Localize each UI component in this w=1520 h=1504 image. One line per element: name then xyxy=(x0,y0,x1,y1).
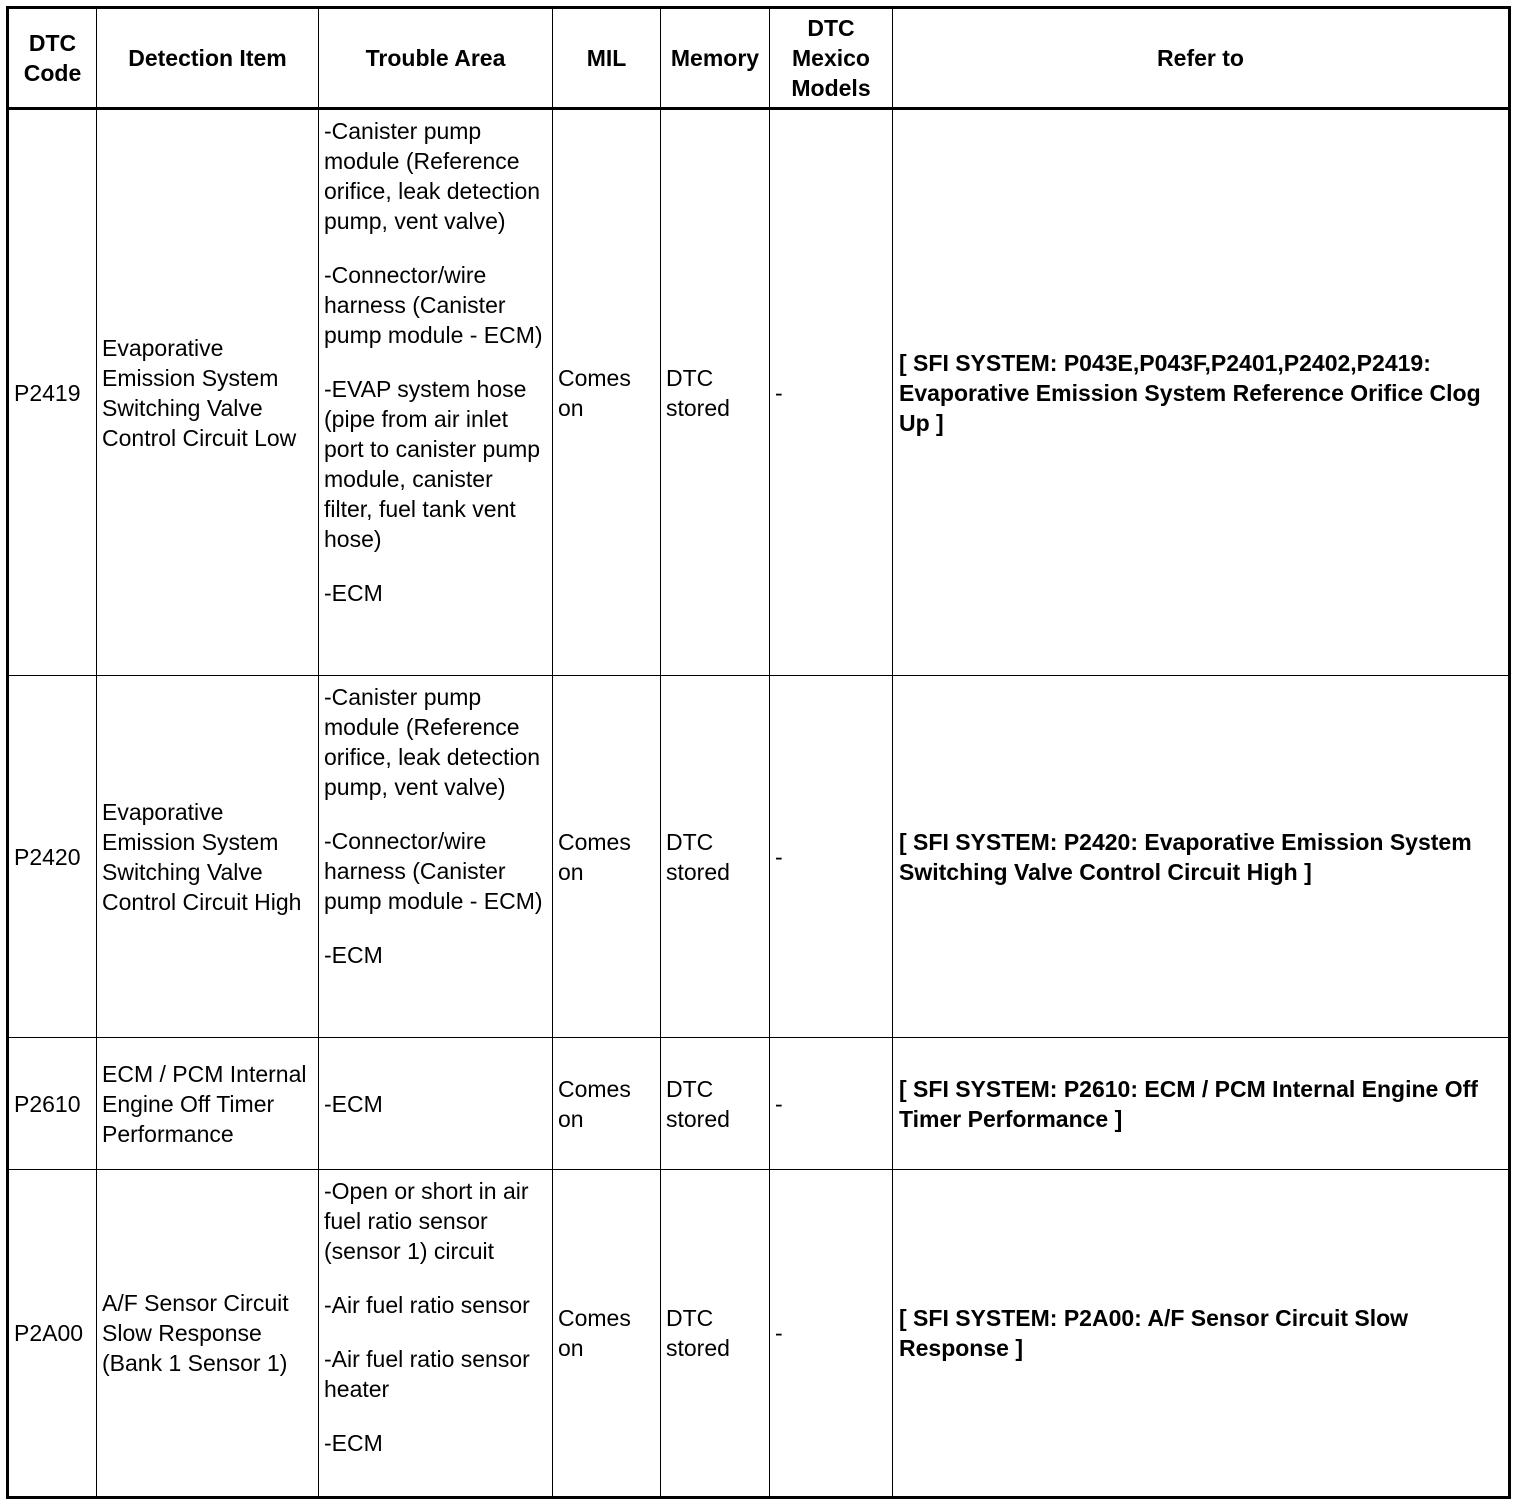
trouble-area-item: -Connector/wire harness (Canister pump module - ECM) xyxy=(324,262,543,348)
refer-to-link[interactable]: [ SFI SYSTEM: P2420: Evaporative Emission System Switching Valve Control Circuit High ] xyxy=(893,676,1510,1038)
mexico-models-cell: - xyxy=(770,1038,893,1170)
mexico-models-cell: - xyxy=(770,1170,893,1498)
trouble-area-item: -Air fuel ratio sensor xyxy=(324,1292,530,1318)
table-row xyxy=(8,676,1510,1038)
mexico-models-cell: - xyxy=(770,676,893,1038)
dtc-code-cell: P2610 xyxy=(8,1038,97,1170)
trouble-area-item: -Connector/wire harness (Canister pump module - ECM) xyxy=(324,828,543,914)
table-row xyxy=(8,109,1510,676)
trouble-area-item: -ECM xyxy=(324,1090,383,1117)
trouble-area-item: -ECM xyxy=(324,942,383,968)
mil-cell: Comes on xyxy=(553,1038,661,1170)
trouble-area-cell xyxy=(319,1038,553,1170)
trouble-area-item: -Canister pump module (Reference orifice, leak detection pump, vent valve) xyxy=(324,118,541,234)
mil-cell: Comes on xyxy=(553,1170,661,1498)
refer-to-link[interactable]: [ SFI SYSTEM: P043E,P043F,P2401,P2402,P2419: Evaporative Emission System Reference Orifice Clog Up ] xyxy=(893,109,1510,676)
refer-to-link[interactable]: [ SFI SYSTEM: P2A00: A/F Sensor Circuit Slow Response ] xyxy=(893,1170,1510,1498)
table-row xyxy=(8,1170,1510,1498)
header-refer-to: Refer to xyxy=(893,8,1510,109)
memory-cell: DTC stored xyxy=(661,1170,770,1498)
table-row xyxy=(8,1038,1510,1170)
header-memory: Memory xyxy=(661,8,770,109)
header-row xyxy=(8,8,1510,109)
dtc-code-cell: P2420 xyxy=(8,676,97,1038)
trouble-area-item: -ECM xyxy=(324,580,383,606)
memory-cell: DTC stored xyxy=(661,1038,770,1170)
mil-cell: Comes on xyxy=(553,109,661,676)
detection-item-cell: A/F Sensor Circuit Slow Response (Bank 1 Sensor 1) xyxy=(97,1170,319,1498)
detection-item-cell: Evaporative Emission System Switching Valve Control Circuit Low xyxy=(97,109,319,676)
memory-cell: DTC stored xyxy=(661,676,770,1038)
detection-item-cell: ECM / PCM Internal Engine Off Timer Performance xyxy=(97,1038,319,1170)
header-mil: MIL xyxy=(553,8,661,109)
header-dtc-mexico-models: DTC Mexico Models xyxy=(770,8,893,109)
trouble-area-item: -ECM xyxy=(324,1430,383,1456)
trouble-area-cell xyxy=(319,676,553,1038)
dtc-code-cell: P2A00 xyxy=(8,1170,97,1498)
dtc-code-cell: P2419 xyxy=(8,109,97,676)
mexico-models-cell: - xyxy=(770,109,893,676)
memory-cell: DTC stored xyxy=(661,109,770,676)
header-dtc-code: DTC Code xyxy=(8,8,97,109)
trouble-area-cell xyxy=(319,109,553,676)
refer-to-link[interactable]: [ SFI SYSTEM: P2610: ECM / PCM Internal Engine Off Timer Performance ] xyxy=(893,1038,1510,1170)
header-trouble-area: Trouble Area xyxy=(319,8,553,109)
header-detection-item: Detection Item xyxy=(97,8,319,109)
trouble-area-cell xyxy=(319,1170,553,1498)
detection-item-cell: Evaporative Emission System Switching Valve Control Circuit High xyxy=(97,676,319,1038)
trouble-area-item: -Air fuel ratio sensor heater xyxy=(324,1346,530,1402)
trouble-area-item: -Canister pump module (Reference orifice, leak detection pump, vent valve) xyxy=(324,684,541,800)
mil-cell: Comes on xyxy=(553,676,661,1038)
dtc-table xyxy=(6,6,1511,1499)
trouble-area-item: -Open or short in air fuel ratio sensor (sensor 1) circuit xyxy=(324,1178,529,1264)
trouble-area-item: -EVAP system hose (pipe from air inlet port to canister pump module, canister filter, fuel tank vent hose) xyxy=(324,376,541,552)
